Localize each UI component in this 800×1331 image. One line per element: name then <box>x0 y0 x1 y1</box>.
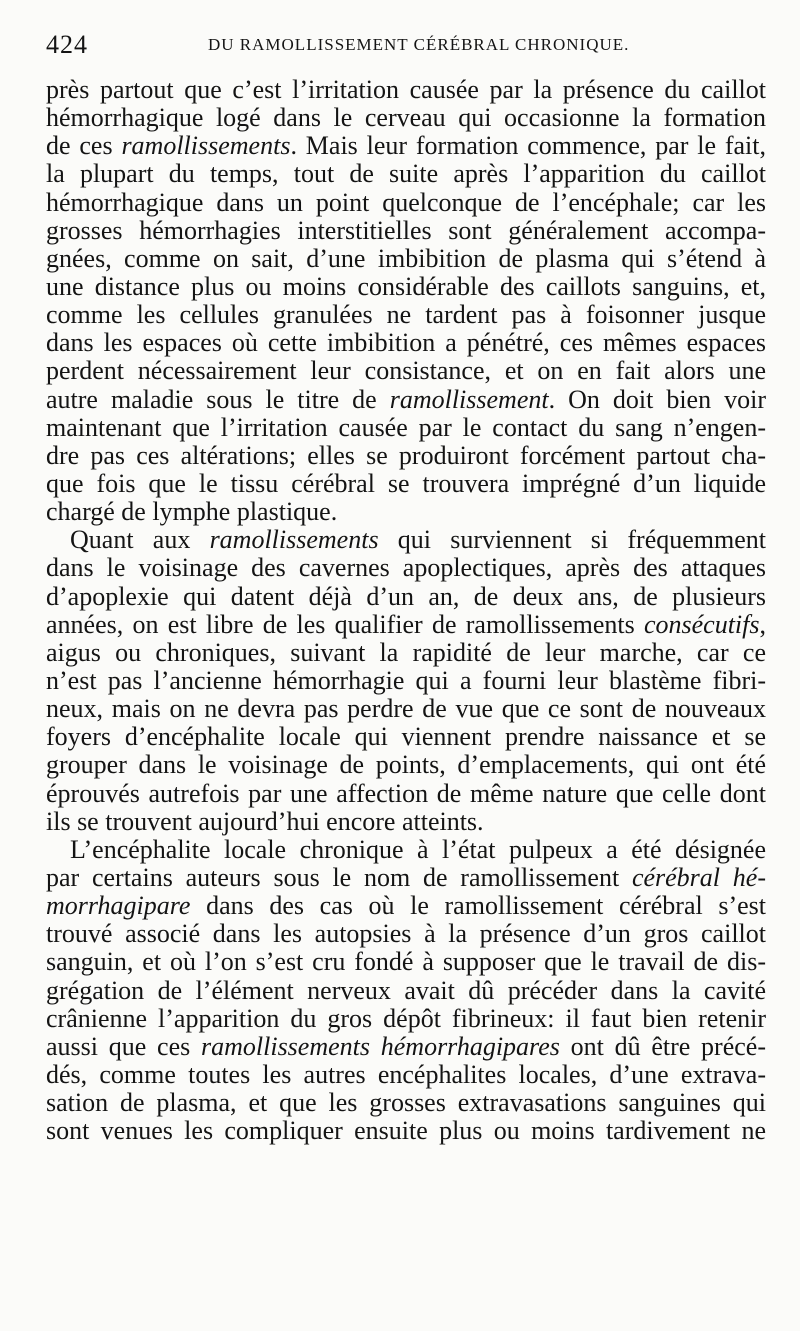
text-line <box>46 948 766 976</box>
text-line <box>46 189 766 217</box>
text-line <box>46 273 766 301</box>
text-line <box>46 611 766 639</box>
text-segment: L’encéphalite locale chronique à l’état pulpeux a été désignée <box>70 835 766 864</box>
text-segment: dés, comme toutes les autres encéphalites locales, d’une extrava- <box>46 1060 766 1089</box>
text-segment: trouvé associé dans les autopsies à la présence d’un gros caillot <box>46 920 766 949</box>
text-segment: autre maladie sous le titre de <box>46 385 390 414</box>
text-segment: dans les espaces où cette imbibition a pénétré, ces mêmes espaces <box>46 329 766 358</box>
text-segment: comme les cellules granulées ne tardent pas à foisonner jusque <box>46 301 766 330</box>
text-segment: maintenant que l’irritation causée par le contact du sang n’engen- <box>46 413 766 442</box>
text-line <box>46 301 766 329</box>
text-segment: sont venues les compliquer ensuite plus ou moins tardivement ne <box>46 1117 766 1146</box>
text-segment: sanguin, et où l’on s’est cru fondé à supposer que le travail de dis- <box>46 948 766 977</box>
italic-text-segment: ramollissements <box>209 526 379 555</box>
text-segment: hémorrhagique logé dans le cerveau qui occasionne la formation <box>46 104 766 133</box>
text-segment: près partout que c’est l’irritation causée par la présence du caillot <box>46 76 766 104</box>
text-line <box>46 414 766 442</box>
text-segment: ont dû être précé- <box>559 1032 766 1061</box>
text-segment: dans des cas où le ramollissement cérébral s’est <box>190 892 766 921</box>
text-segment: dre pas ces altérations; elles se produiront forcément partout cha- <box>46 441 766 470</box>
text-line <box>46 639 766 667</box>
text-line <box>46 1005 766 1033</box>
text-segment: par certains auteurs sous le nom de ramollissement <box>46 863 632 892</box>
italic-text-segment: ramollissements hémorrhagipares <box>201 1032 560 1061</box>
text-line <box>46 723 766 751</box>
text-line <box>46 920 766 948</box>
text-line <box>46 667 766 695</box>
text-segment: de ces <box>46 132 122 161</box>
text-line <box>46 780 766 808</box>
text-segment: ils se trouvent aujourd’hui encore atteints. <box>46 807 484 836</box>
text-line <box>46 864 766 892</box>
italic-text-segment: morrhagipare <box>46 892 191 921</box>
text-line <box>46 442 766 470</box>
text-segment: neux, mais on ne devra pas perdre de vue que ce sont de nouveaux <box>46 695 766 724</box>
text-segment: Quant aux <box>70 526 210 555</box>
text-segment: aussi que ces <box>46 1032 201 1061</box>
text-segment: grouper dans le voisinage de points, d’emplacements, qui ont été <box>46 751 766 780</box>
text-line <box>46 583 766 611</box>
text-line <box>46 1033 766 1061</box>
text-line <box>46 329 766 357</box>
running-title: DU RAMOLLISSEMENT CÉRÉBRAL CHRONIQUE. <box>208 35 630 54</box>
text-line <box>46 1089 766 1117</box>
text-segment: gnées, comme on sait, d’une imbibition de plasma qui s’étend à <box>46 244 766 273</box>
text-line <box>46 1061 766 1089</box>
text-segment: n’est pas l’ancienne hémorrhagie qui a fourni leur blastème fibri- <box>46 666 766 695</box>
text-line <box>46 751 766 779</box>
page-header <box>46 30 756 60</box>
text-line <box>46 554 766 582</box>
text-segment: la plupart du temps, tout de suite après l’apparition du caillot <box>46 160 766 189</box>
text-line <box>46 104 766 132</box>
body-text <box>46 76 766 1145</box>
text-line <box>46 217 766 245</box>
text-segment: éprouvés autrefois par une affection de même nature que celle dont <box>46 779 766 808</box>
italic-text-segment: ramollissements <box>121 132 291 161</box>
text-segment: chargé de lymphe plastique. <box>46 498 338 527</box>
text-line <box>46 357 766 385</box>
text-segment: . Mais leur formation commence, par le fait, <box>290 132 766 161</box>
text-segment: que fois que le tissu cérébral se trouvera imprégné d’un liquide <box>46 469 766 498</box>
page-number: 424 <box>46 30 88 59</box>
text-segment: dans le voisinage des cavernes apoplectiques, après des attaques <box>46 554 766 583</box>
text-segment: . On doit bien voir <box>548 385 766 414</box>
text-segment: années, on est libre de les qualifier de ramollissements <box>46 610 644 639</box>
text-segment: foyers d’encéphalite locale qui viennent prendre naissance et se <box>46 723 766 752</box>
text-line <box>46 808 766 836</box>
text-line <box>46 526 766 554</box>
text-line <box>46 160 766 188</box>
text-segment: crânienne l’apparition du gros dépôt fibrineux: il faut bien retenir <box>46 1004 766 1033</box>
text-line <box>46 892 766 920</box>
text-segment: d’apoplexie qui datent déjà d’un an, de deux ans, de plusieurs <box>46 582 766 611</box>
text-line <box>46 695 766 723</box>
text-segment: aigus ou chroniques, suivant la rapidité de leur marche, car ce <box>46 638 766 667</box>
text-line <box>46 245 766 273</box>
text-line <box>46 1117 766 1145</box>
text-segment: sation de plasma, et que les grosses extravasations sanguines qui <box>46 1089 766 1118</box>
text-segment: une distance plus ou moins considérable des caillots sanguins, et, <box>46 272 766 301</box>
text-segment: grosses hémorrhagies interstitielles sont généralement accompa- <box>46 216 766 245</box>
text-segment: perdent nécessairement leur consistance, et on en fait alors une <box>46 357 766 386</box>
italic-text-segment: ramollissement <box>389 385 549 414</box>
text-line <box>46 386 766 414</box>
italic-text-segment: cérébral hé- <box>631 863 766 892</box>
text-segment: hémorrhagique dans un point quelconque de l’encéphale; car les <box>46 188 766 217</box>
text-segment: , <box>759 610 766 639</box>
text-line <box>46 836 766 864</box>
text-line <box>46 977 766 1005</box>
text-line <box>46 132 766 160</box>
text-segment: grégation de l’élément nerveux avait dû précéder dans la cavité <box>46 976 766 1005</box>
text-line <box>46 76 766 104</box>
text-line <box>46 470 766 498</box>
text-line <box>46 498 766 526</box>
text-segment: qui surviennent si fréquemment <box>378 526 766 555</box>
italic-text-segment: consécutifs <box>643 610 760 639</box>
